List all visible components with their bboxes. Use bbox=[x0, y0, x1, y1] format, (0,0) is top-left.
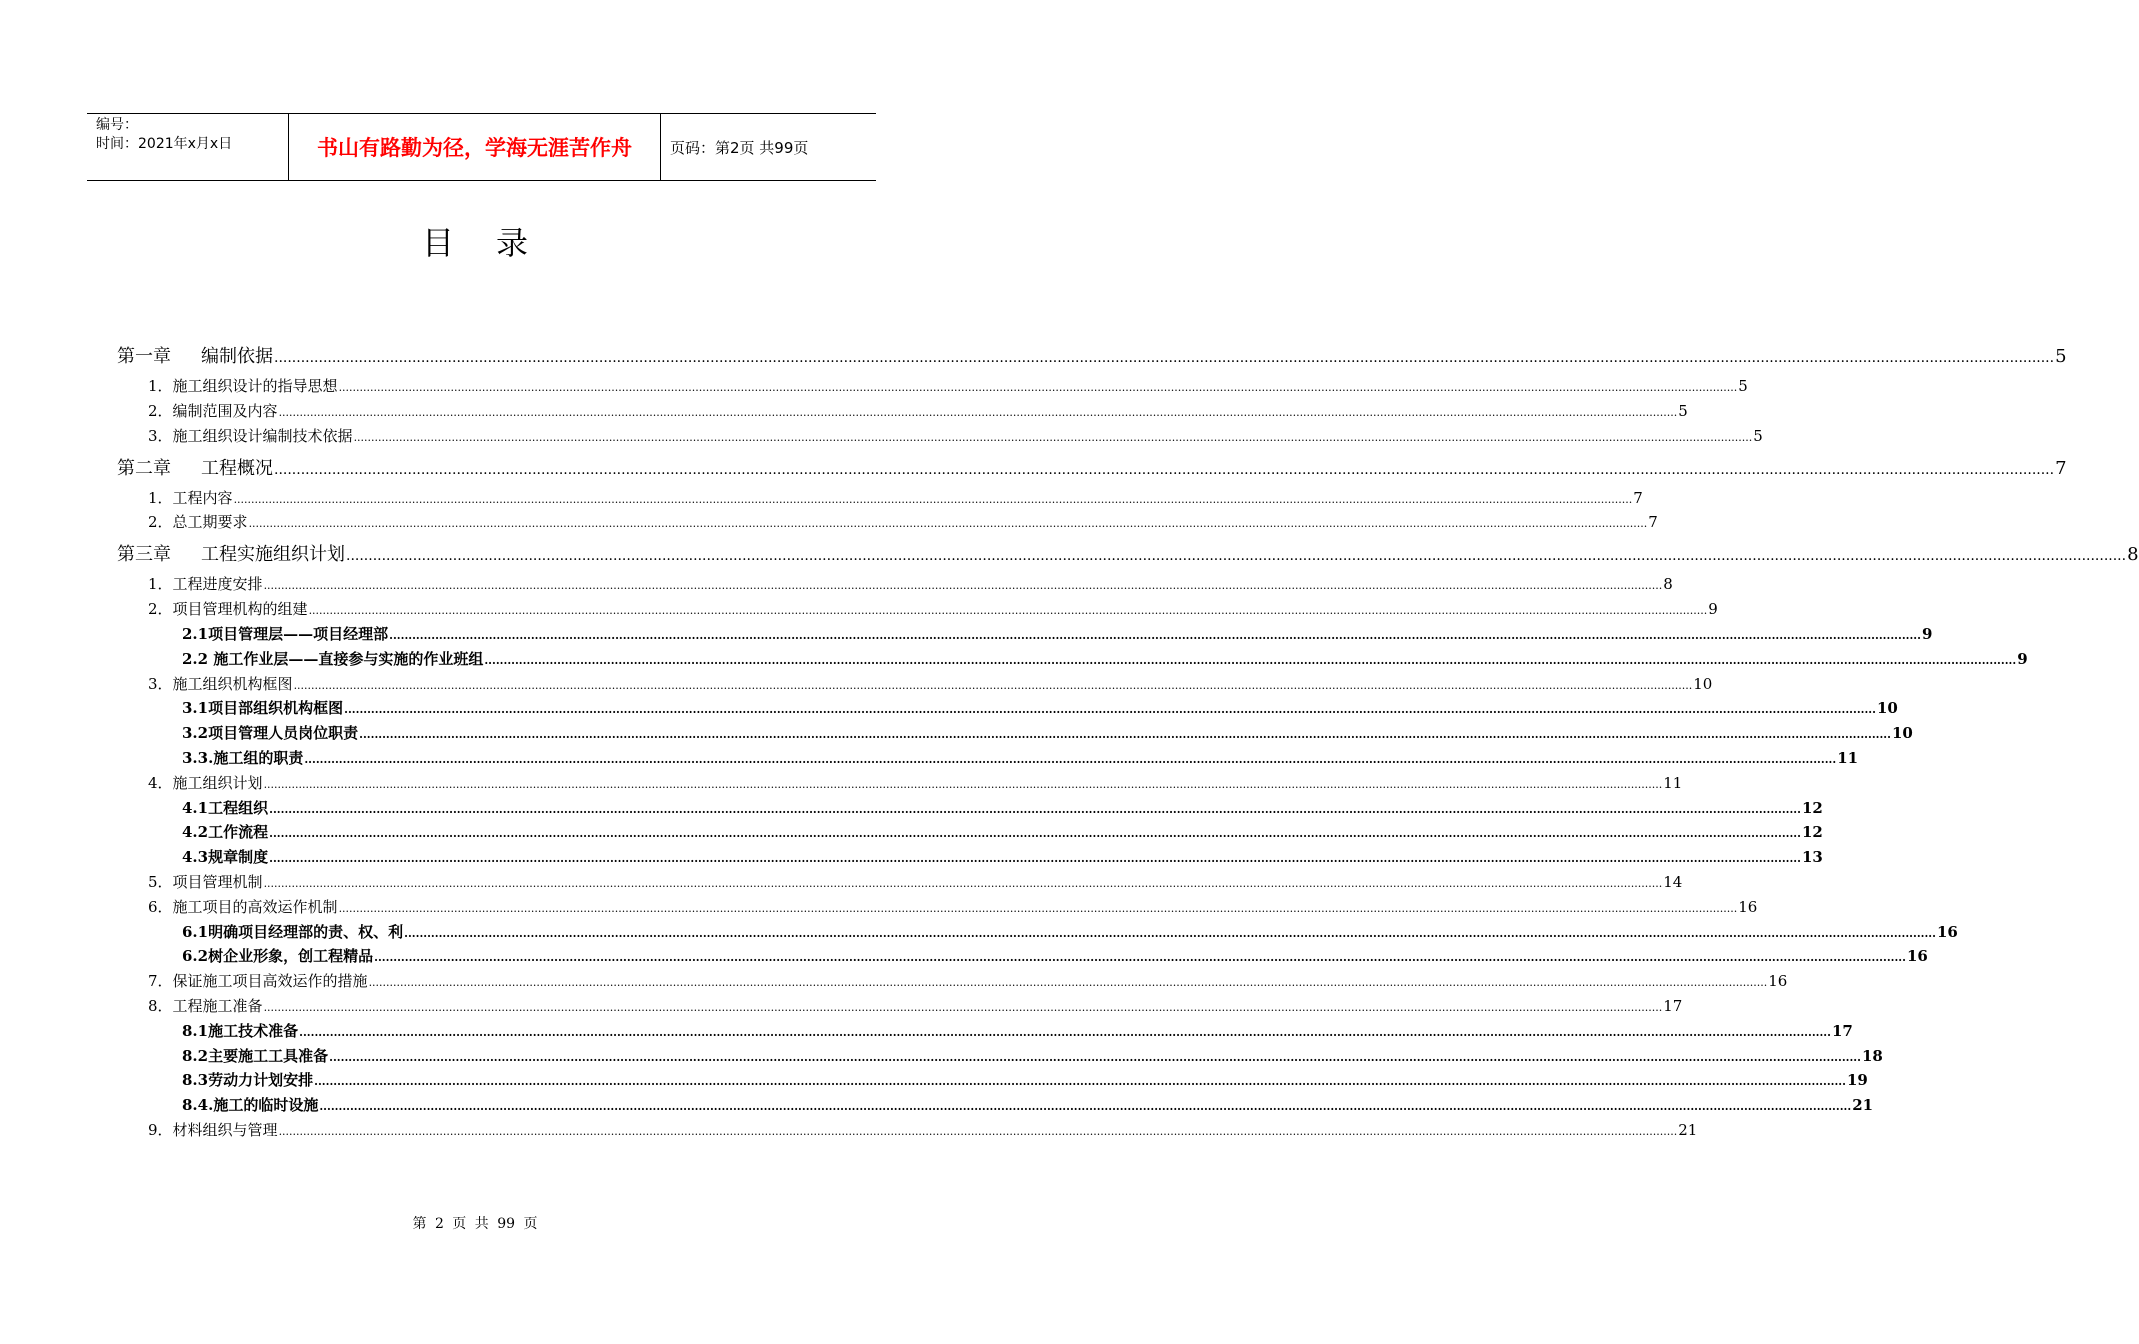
toc-entry-label bbox=[182, 921, 403, 942]
toc-entry-text: 工程内容 bbox=[172, 488, 233, 507]
toc-entry-page: 16 bbox=[1768, 972, 1788, 991]
toc-entry-label bbox=[148, 970, 368, 991]
toc-entry-number: 2． bbox=[148, 600, 173, 619]
toc-entry[interactable] bbox=[117, 454, 2067, 480]
toc-entry-label bbox=[117, 540, 345, 566]
toc-entry[interactable] bbox=[182, 797, 1823, 818]
toc-entry-label bbox=[148, 871, 263, 892]
toc-entry-number: 7． bbox=[148, 972, 173, 991]
toc-dot-leader: ................................................................................................................................................................................................................................................................................................................................................................................................................ bbox=[263, 579, 1663, 593]
toc-entry[interactable] bbox=[148, 772, 1683, 793]
toc-entry[interactable] bbox=[182, 1020, 1853, 1041]
toc-dot-leader: ................................................................................................................................................................................................................................................................................................................................................................................................................ bbox=[269, 852, 1801, 866]
toc-entry-text: 项目管理人员岗位职责 bbox=[208, 724, 359, 743]
toc-entry-number: 8.4. bbox=[182, 1096, 214, 1115]
toc-dot-leader: ................................................................................................................................................................................................................................................................................................................................................................................................................ bbox=[338, 381, 1738, 394]
toc-entry-label bbox=[148, 995, 263, 1016]
toc-entry-page: 5 bbox=[1738, 377, 1748, 395]
toc-entry-text: 工程进度安排 bbox=[172, 575, 263, 594]
toc-entry-page: 5 bbox=[1678, 401, 1688, 420]
toc-entry-text: 材料组织与管理 bbox=[172, 1121, 278, 1139]
toc-entry-page: 9 bbox=[1708, 600, 1718, 619]
toc-dot-leader: ................................................................................................................................................................................................................................................................................................................................................................................................................ bbox=[278, 405, 1678, 419]
toc-entry-label bbox=[148, 400, 278, 421]
toc-entry-label bbox=[148, 425, 353, 446]
toc-entry-text: 施工组织设计编制技术依据 bbox=[172, 426, 353, 445]
toc-dot-leader: ................................................................................................................................................................................................................................................................................................................................................................................................................ bbox=[293, 678, 1693, 692]
toc-entry-number: 第一章 bbox=[117, 346, 171, 367]
toc-entry-page: 10 bbox=[1876, 699, 1898, 718]
toc-entry[interactable] bbox=[148, 511, 1658, 532]
toc-entry[interactable] bbox=[148, 573, 1673, 594]
toc-entry-number: 4.1 bbox=[182, 798, 209, 817]
toc-entry-number: 8.1 bbox=[182, 1021, 209, 1040]
toc-entry-page: 16 bbox=[1936, 922, 1958, 941]
toc-entry-label bbox=[182, 945, 373, 966]
page-footer: 第 2 页 共 99 页 bbox=[412, 1216, 538, 1232]
toc-entry-text: 项目管理机构的组建 bbox=[172, 600, 308, 619]
toc-entry-page: 10 bbox=[1891, 724, 1913, 743]
toc-entry-number: 2． bbox=[148, 401, 173, 420]
toc-entry-number: 3.1 bbox=[182, 699, 209, 718]
toc-entry-text: 规章制度 bbox=[208, 848, 269, 867]
toc-entry-number: 5． bbox=[148, 873, 173, 891]
toc-entry-page: 9 bbox=[1921, 625, 1933, 643]
toc-dot-leader: ................................................................................................................................................................................................................................................................................................................................................................................................................ bbox=[484, 653, 2017, 667]
toc-entry[interactable] bbox=[182, 697, 1898, 718]
toc-dot-leader: ................................................................................................................................................................................................................................................................................................................................................................................................................ bbox=[314, 1075, 1846, 1089]
toc-entry-number: 3． bbox=[148, 426, 173, 445]
toc-dot-leader: ................................................................................................................................................................................................................................................................................................................................................................................................................ bbox=[233, 492, 1633, 506]
toc-entry-label bbox=[148, 511, 248, 532]
toc-dot-leader: ................................................................................................................................................................................................................................................................................................................................................................................................................ bbox=[368, 976, 1768, 990]
toc-entry[interactable] bbox=[182, 1045, 1883, 1066]
toc-entry-text: 施工组织机构框图 bbox=[172, 674, 293, 693]
toc-entry-label bbox=[182, 1020, 298, 1041]
toc-entry-text: 编制范围及内容 bbox=[172, 401, 278, 420]
toc-entry-text: 施工项目的高效运作机制 bbox=[172, 897, 338, 916]
toc-dot-leader: ................................................................................................................................................................................................................................................................................................................................................................................................................ bbox=[374, 951, 1906, 965]
toc-entry-page: 13 bbox=[1801, 848, 1823, 867]
toc-entry[interactable] bbox=[182, 1094, 1874, 1115]
toc-entry-text: 明确项目经理部的责、权、利 bbox=[208, 922, 404, 941]
toc-entry[interactable] bbox=[117, 540, 2139, 566]
toc-entry-text: 编制依据 bbox=[201, 346, 273, 367]
toc-entry-text: 树企业形象，创工程精品 bbox=[208, 947, 374, 966]
toc-dot-leader: ................................................................................................................................................................................................................................................................................................................................................................................................................ bbox=[263, 1001, 1663, 1014]
toc-entry-number: 8． bbox=[148, 997, 173, 1015]
toc-dot-leader: ................................................................................................................................................................................................................................................................................................................................................................................................................ bbox=[353, 430, 1753, 444]
toc-entry[interactable] bbox=[182, 945, 1928, 966]
toc-dot-leader: ................................................................................................................................................................................................................................................................................................................................................................................................................ bbox=[389, 629, 1921, 642]
toc-entry-label bbox=[182, 747, 303, 768]
toc-entry-label bbox=[182, 623, 388, 644]
toc-entry-number: 8.2 bbox=[182, 1046, 209, 1065]
toc-dot-leader: ................................................................................................................................................................................................................................................................................................................................................................................................................ bbox=[308, 604, 1708, 618]
toc-entry-page: 10 bbox=[1693, 674, 1713, 693]
toc-entry-text: 工程概况 bbox=[201, 457, 273, 479]
toc-entry-label bbox=[148, 673, 293, 694]
toc-entry-number: 9． bbox=[148, 1121, 173, 1139]
toc-entry-text: 保证施工项目高效运作的措施 bbox=[172, 972, 368, 991]
toc-dot-leader: ................................................................................................................................................................................................................................................................................................................................................................................................................ bbox=[274, 350, 2055, 366]
toc-dot-leader: ................................................................................................................................................................................................................................................................................................................................................................................................................ bbox=[329, 1050, 1861, 1064]
toc-entry-page: 19 bbox=[1846, 1071, 1868, 1090]
toc-entry-text: 施工组织计划 bbox=[172, 773, 263, 792]
toc-dot-leader: ................................................................................................................................................................................................................................................................................................................................................................................................................ bbox=[404, 926, 1936, 940]
toc-entry-number: 6.2 bbox=[182, 947, 209, 966]
toc-entry-page: 17 bbox=[1831, 1021, 1853, 1040]
toc-entry-number: 第三章 bbox=[117, 544, 171, 566]
toc-entry-label bbox=[182, 821, 268, 842]
toc-entry-label bbox=[182, 846, 268, 867]
toc-entry[interactable] bbox=[148, 598, 1718, 619]
toc-dot-leader: ................................................................................................................................................................................................................................................................................................................................................................................................................ bbox=[269, 827, 1801, 841]
toc-entry-number: 6． bbox=[148, 897, 173, 916]
toc-dot-leader: ................................................................................................................................................................................................................................................................................................................................................................................................................ bbox=[263, 777, 1663, 791]
toc-entry-page: 9 bbox=[2017, 649, 2028, 668]
toc-entry[interactable] bbox=[148, 673, 1713, 694]
toc-entry-number: 3.2 bbox=[182, 724, 209, 743]
toc-dot-leader: ................................................................................................................................................................................................................................................................................................................................................................................................................ bbox=[304, 753, 1837, 766]
toc-entry-text: 施工的临时设施 bbox=[213, 1096, 319, 1115]
toc-entry-page: 12 bbox=[1801, 823, 1823, 842]
date-label: 时间：2021年x月x日 bbox=[96, 136, 233, 152]
toc-entry-page: 7 bbox=[1633, 488, 1643, 507]
toc-entry-page: 16 bbox=[1906, 947, 1928, 966]
toc-entry[interactable] bbox=[148, 871, 1683, 892]
toc-dot-leader: ................................................................................................................................................................................................................................................................................................................................................................................................................ bbox=[344, 703, 1876, 717]
toc-dot-leader: ................................................................................................................................................................................................................................................................................................................................................................................................................ bbox=[346, 548, 2127, 565]
toc-entry[interactable] bbox=[148, 400, 1688, 421]
toc-entry-number: 1． bbox=[148, 575, 173, 594]
toc-dot-leader: ................................................................................................................................................................................................................................................................................................................................................................................................................ bbox=[338, 901, 1738, 915]
toc-entry-page: 5 bbox=[1753, 426, 1763, 445]
toc-entry-page: 8 bbox=[2127, 544, 2139, 566]
toc-entry[interactable] bbox=[182, 846, 1823, 867]
toc-entry-label bbox=[182, 722, 358, 743]
toc-entry-text: 工程组织 bbox=[208, 798, 269, 817]
toc-entry-label bbox=[148, 487, 233, 508]
toc-entry-number: 2.1 bbox=[182, 625, 209, 643]
toc-entry-number: 4． bbox=[148, 773, 173, 792]
toc-entry[interactable] bbox=[182, 623, 1933, 644]
toc-entry[interactable] bbox=[148, 1119, 1698, 1140]
toc-dot-leader: ................................................................................................................................................................................................................................................................................................................................................................................................................ bbox=[299, 1025, 1831, 1039]
toc-entry-number: 2.2 bbox=[182, 649, 209, 668]
toc-entry-text: 总工期要求 bbox=[172, 513, 248, 532]
toc-entry-page: 11 bbox=[1663, 773, 1683, 792]
toc-entry-number: 4.3 bbox=[182, 848, 209, 867]
toc-entry-number: 1． bbox=[148, 488, 173, 507]
toc-entry-page: 12 bbox=[1801, 798, 1823, 817]
toc-dot-leader: ................................................................................................................................................................................................................................................................................................................................................................................................................ bbox=[319, 1100, 1852, 1114]
toc-entry-number: 1． bbox=[148, 377, 173, 395]
toc-entry-number: 3． bbox=[148, 674, 173, 693]
toc-entry-number: 3.3. bbox=[182, 749, 214, 767]
toc-entry-label bbox=[148, 772, 263, 793]
toc-entry-page: 16 bbox=[1738, 897, 1758, 916]
toc-entry-page: 5 bbox=[2055, 346, 2067, 367]
toc-entry-text: 施工技术准备 bbox=[208, 1021, 299, 1040]
toc-entry-number: 第二章 bbox=[117, 457, 171, 479]
toc-entry-label bbox=[148, 1119, 278, 1140]
toc-entry[interactable] bbox=[182, 921, 1958, 942]
toc-entry[interactable] bbox=[182, 722, 1913, 743]
toc-dot-leader: ................................................................................................................................................................................................................................................................................................................................................................................................................ bbox=[269, 802, 1801, 816]
header-page-info: 页码：第2页 共99页 bbox=[670, 138, 809, 157]
document-number-label: 编号： bbox=[96, 117, 138, 133]
toc-dot-leader: ................................................................................................................................................................................................................................................................................................................................................................................................................ bbox=[274, 461, 2055, 478]
toc-entry-page: 17 bbox=[1663, 997, 1683, 1015]
toc-entry[interactable] bbox=[148, 425, 1763, 446]
toc-entry[interactable] bbox=[148, 995, 1683, 1016]
toc-entry-label bbox=[182, 1045, 328, 1066]
toc-entry-text: 工程施工准备 bbox=[172, 997, 263, 1015]
toc-entry-label bbox=[148, 896, 338, 917]
toc-entry-page: 7 bbox=[2055, 457, 2067, 479]
toc-entry-page: 21 bbox=[1852, 1096, 1874, 1115]
toc-entry-label bbox=[182, 1094, 318, 1115]
toc-entry-label bbox=[182, 697, 343, 718]
toc-entry[interactable] bbox=[148, 375, 1748, 396]
toc-entry-label bbox=[148, 375, 338, 396]
toc-entry-text: 项目管理机制 bbox=[172, 873, 263, 891]
toc-entry-text: 劳动力计划安排 bbox=[208, 1071, 314, 1090]
toc-entry-text: 主要施工工具准备 bbox=[208, 1046, 329, 1065]
toc-entry[interactable] bbox=[182, 747, 1859, 768]
toc-entry-number: 8.3 bbox=[182, 1071, 209, 1090]
toc-entry-page: 21 bbox=[1678, 1121, 1698, 1139]
toc-entry-text: 项目管理层——项目经理部 bbox=[208, 625, 389, 643]
toc-entry[interactable] bbox=[182, 821, 1823, 842]
toc-dot-leader: ................................................................................................................................................................................................................................................................................................................................................................................................................ bbox=[263, 877, 1663, 890]
toc-entry-text: 施工作业层——直接参与实施的作业班组 bbox=[208, 649, 484, 668]
toc-entry[interactable] bbox=[182, 648, 2028, 669]
toc-entry[interactable] bbox=[148, 970, 1788, 991]
toc-entry[interactable] bbox=[148, 896, 1758, 917]
page-header bbox=[87, 113, 876, 181]
toc-entry-label bbox=[117, 342, 273, 368]
toc-entry[interactable] bbox=[117, 342, 2067, 368]
toc-entry-text: 工程实施组织计划 bbox=[201, 544, 345, 566]
toc-entry-label bbox=[182, 1069, 313, 1090]
toc-dot-leader: ................................................................................................................................................................................................................................................................................................................................................................................................................ bbox=[359, 728, 1891, 742]
header-info bbox=[87, 114, 288, 180]
toc-entry[interactable] bbox=[148, 487, 1643, 508]
toc-dot-leader: ................................................................................................................................................................................................................................................................................................................................................................................................................ bbox=[248, 517, 1648, 531]
toc-entry-page: 18 bbox=[1861, 1046, 1883, 1065]
toc-entry-label bbox=[148, 598, 308, 619]
toc-entry-number: 6.1 bbox=[182, 922, 209, 941]
toc-entry-label bbox=[182, 797, 268, 818]
toc-entry[interactable] bbox=[182, 1069, 1868, 1090]
toc-entry-page: 8 bbox=[1663, 575, 1673, 594]
toc-entry-text: 工作流程 bbox=[208, 823, 269, 842]
toc-entry-page: 14 bbox=[1663, 873, 1683, 891]
toc-entry-number: 2． bbox=[148, 513, 173, 532]
toc-entry-text: 施工组织设计的指导思想 bbox=[172, 377, 338, 395]
page-title: 目录 bbox=[421, 224, 570, 262]
toc-entry-text: 施工组的职责 bbox=[213, 749, 304, 767]
toc-entry-number: 4.2 bbox=[182, 823, 209, 842]
toc-entry-page: 7 bbox=[1648, 513, 1658, 532]
header-motto: 书山有路勤为径，学海无涯苦作舟 bbox=[288, 114, 661, 180]
toc-entry-text: 项目部组织机构框图 bbox=[208, 699, 344, 718]
toc-entry-page: 11 bbox=[1837, 749, 1859, 767]
toc-entry-label bbox=[117, 454, 273, 480]
toc-entry-label bbox=[148, 573, 263, 594]
toc-entry-label bbox=[182, 648, 483, 669]
toc-dot-leader: ................................................................................................................................................................................................................................................................................................................................................................................................................ bbox=[278, 1125, 1678, 1138]
